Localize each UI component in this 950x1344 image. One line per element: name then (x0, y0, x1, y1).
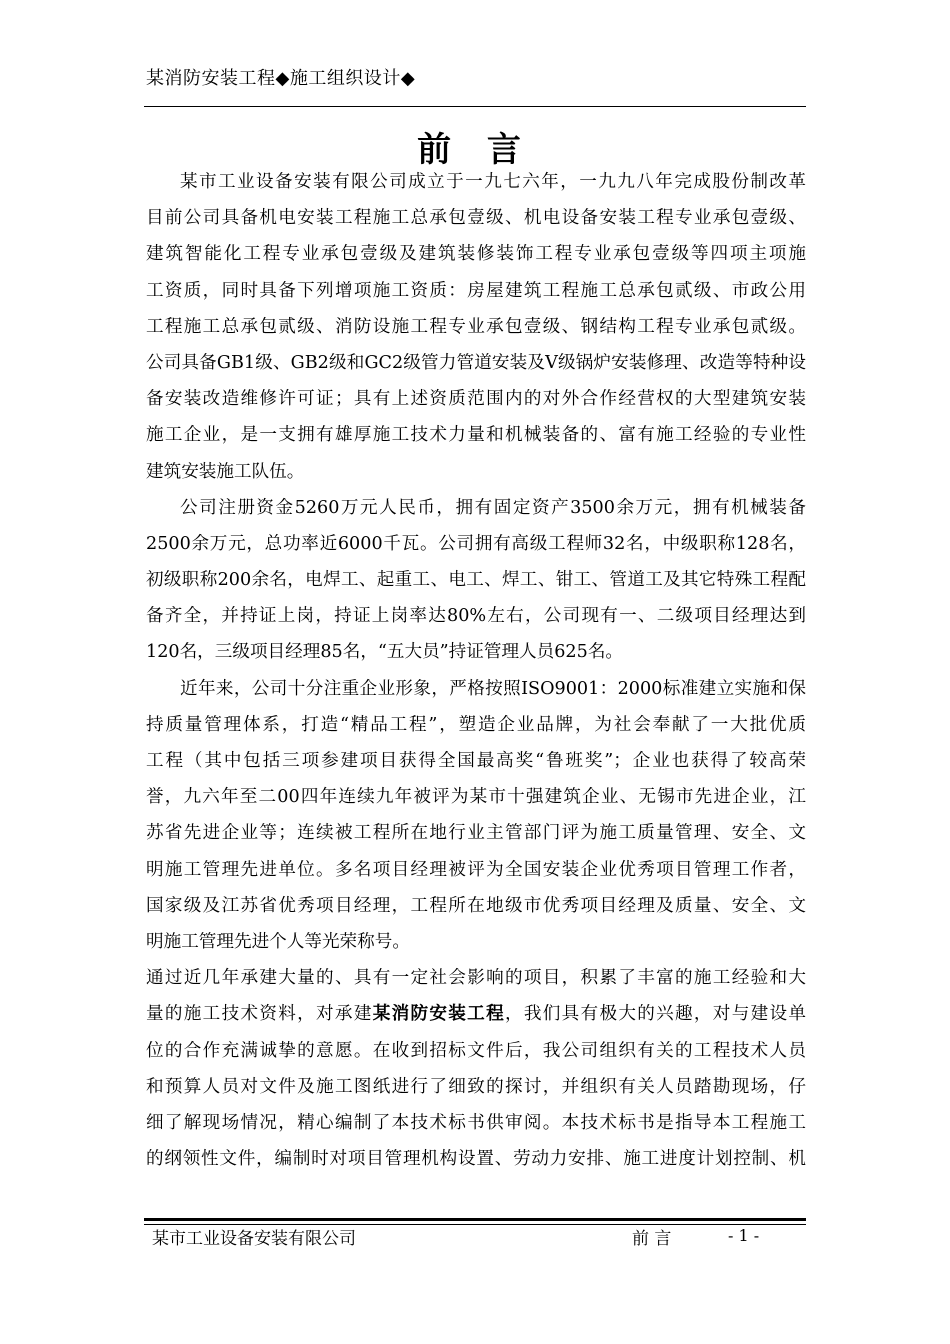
body-line-segment: ，我们具有极大的兴趣，对与建设单 (504, 1004, 806, 1025)
body-line: 的纲领性文件，编制时对项目管理机构设置、劳动力安排、施工进度计划控制、机 (146, 1149, 806, 1170)
footer-rule (144, 1218, 806, 1221)
body-line: 建筑安装施工队伍。 (146, 461, 305, 482)
body-line: 持质量管理体系，打造“精品工程”，塑造企业品牌，为社会奉献了一大批优质 (146, 714, 806, 735)
body-line: 建筑智能化工程专业承包壹级及建筑装修装饰工程专业承包壹级等四项主项施 (146, 244, 806, 265)
body-line: 施工企业，是一支拥有雄厚施工技术力量和机械装备的、富有施工经验的专业性 (146, 425, 806, 446)
page-title: 前 言 (417, 130, 533, 170)
body-line: 工资质，同时具备下列增项施工资质：房屋建筑工程施工总承包贰级、市政公用 (146, 280, 806, 301)
body-line: 国家级及江苏省优秀项目经理，工程所在地级市优秀项目经理及质量、安全、文 (146, 895, 806, 916)
body-line: 近年来，公司十分注重企业形象，严格按照ISO9001：2000标准建立实施和保 (180, 678, 806, 699)
body-line (146, 996, 806, 1032)
body-line: 明施工管理先进单位。多名项目经理被评为全国安装企业优秀项目管理工作者， (146, 859, 806, 880)
body-line: 位的合作充满诚挚的意愿。在收到招标文件后，我公司组织有关的工程技术人员 (146, 1040, 806, 1061)
body-line: 某市工业设备安装有限公司成立于一九七六年，一九九八年完成股份制改革 (180, 172, 806, 192)
footer-section: 前 言 (632, 1229, 672, 1249)
body-line: 2500余万元，总功率近6000千瓦。公司拥有高级工程师32名，中级职称128名， (146, 533, 806, 554)
body-line: 120名，三级项目经理85名，“五大员”持证管理人员625名。 (146, 642, 624, 663)
body-line: 目前公司具备机电安装工程施工总承包壹级、机电设备安装工程专业承包壹级、 (146, 208, 806, 229)
body-line: 细了解现场情况，精心编制了本技术标书供审阅。本技术标书是指导本工程施工 (146, 1112, 806, 1133)
body-line: 工程施工总承包贰级、消防设施工程专业承包壹级、钢结构工程专业承包贰级。 (146, 316, 806, 337)
header-rule (144, 106, 806, 107)
body-line: 通过近几年承建大量的、具有一定社会影响的项目，积累了丰富的施工经验和大 (146, 968, 806, 989)
project-name: 某消防安装工程 (372, 1003, 505, 1025)
body-line: 苏省先进企业等；连续被工程所在地行业主管部门评为施工质量管理、安全、文 (146, 823, 806, 844)
footer-company: 某市工业设备安装有限公司 (152, 1229, 356, 1249)
body-text (146, 164, 806, 1177)
body-line: 备安装改造维修许可证；具有上述资质范围内的对外合作经营权的大型建筑安装 (146, 389, 806, 410)
page-number: - 1 - (728, 1226, 760, 1245)
page-header: 某消防安装工程◆施工组织设计◆ (146, 68, 416, 89)
body-line: 备齐全，并持证上岗，持证上岗率达80%左右，公司现有一、二级项目经理达到 (146, 606, 806, 627)
body-line: 誉，九六年至二00四年连续九年被评为某市十强建筑企业、无锡市先进企业，江 (146, 787, 806, 808)
body-line: 公司具备GB1级、GB2级和GC2级管力管道安装及V级锅炉安装修理、改造等特种设 (146, 352, 806, 373)
body-line: 和预算人员对文件及施工图纸进行了细致的探讨，并组织有关人员踏勘现场，仔 (146, 1076, 806, 1097)
body-line: 初级职称200余名，电焊工、起重工、电工、焊工、钳工、管道工及其它特殊工程配 (146, 570, 806, 591)
body-line: 工程（其中包括三项参建项目获得全国最高奖“鲁班奖”；企业也获得了较高荣 (146, 751, 806, 771)
body-line: 明施工管理先进个人等光荣称号。 (146, 931, 410, 952)
body-line: 公司注册资金5260万元人民币，拥有固定资产3500余万元，拥有机械装备 (180, 497, 806, 518)
body-line-segment: 量的施工技术资料，对承建 (146, 1004, 373, 1025)
